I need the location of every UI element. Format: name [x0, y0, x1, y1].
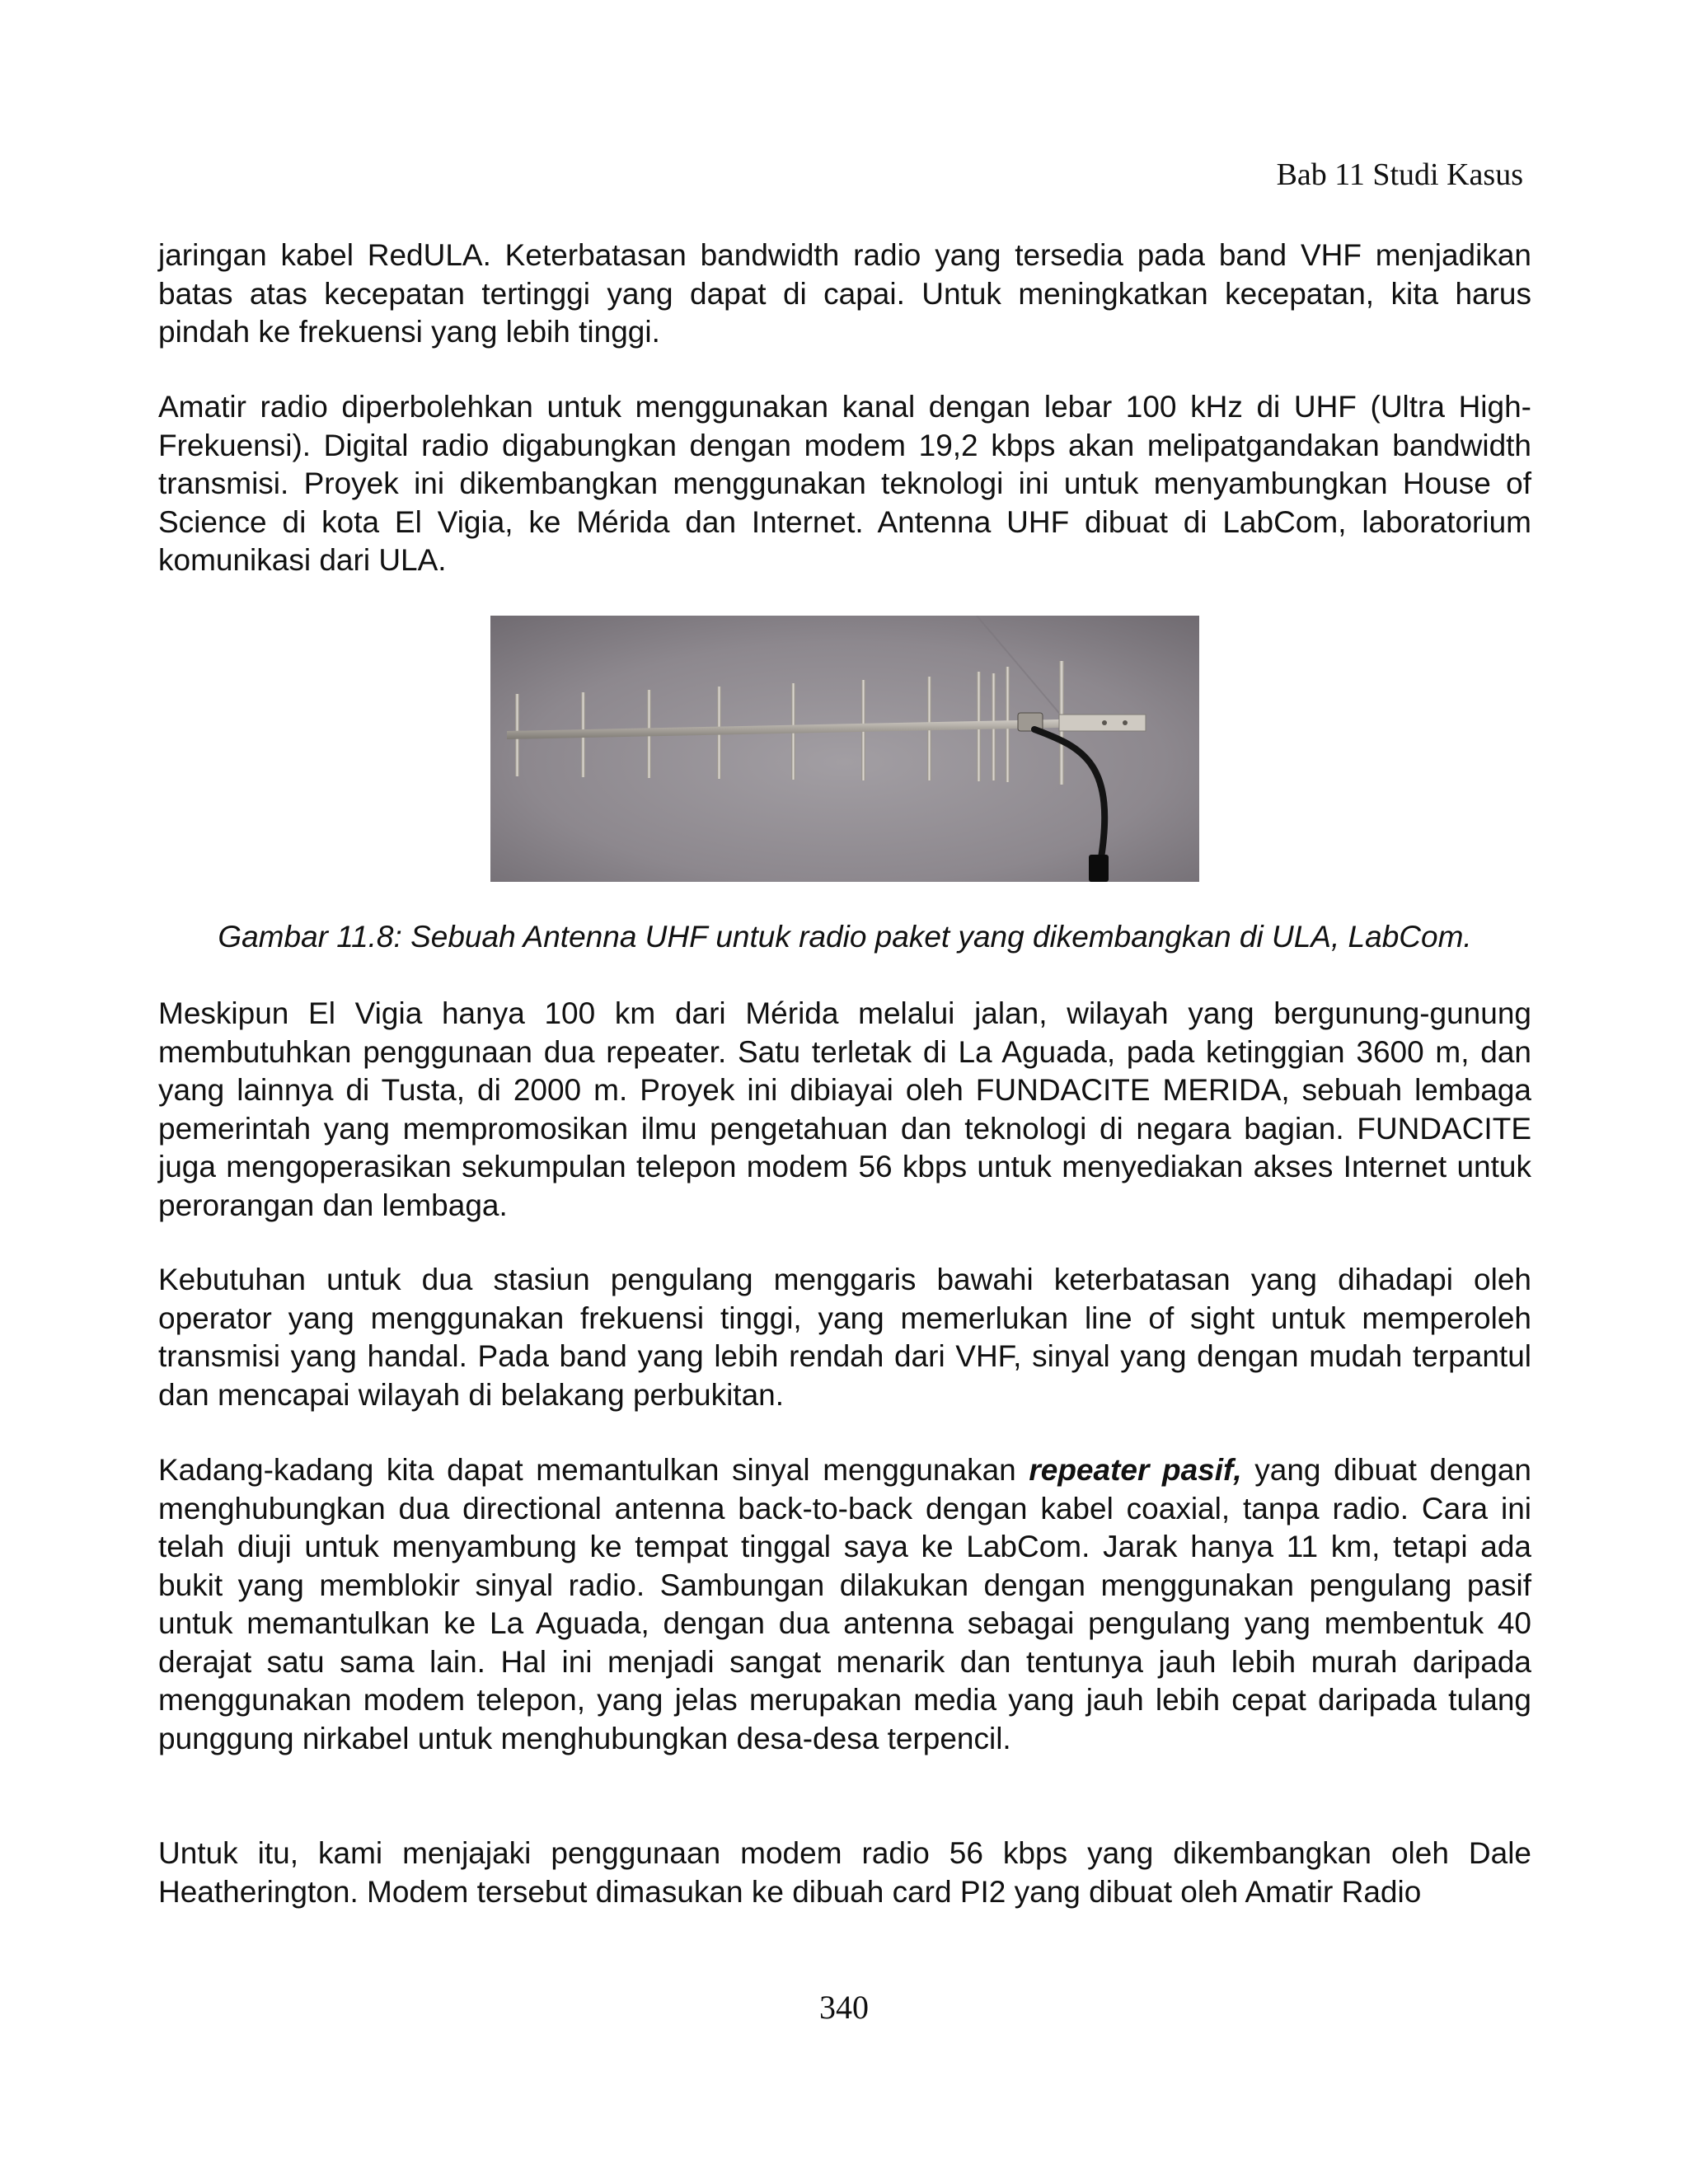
paragraph-4: Kebutuhan untuk dua stasiun pengulang menggaris bawahi keterbatasan yang dihadapi oleh operator yang menggunakan frekuensi tinggi, yang memerlukan line of sight untuk memperoleh transmisi yang handal. Pada band yang lebih rendah dari VHF, sinyal yang dengan mudah terpantul dan mencapai wilayah di belakang perbukitan.	[158, 1263, 1531, 1412]
paragraph-6: Untuk itu, kami menjajaki penggunaan modem radio 56 kbps yang dikembangkan oleh Dale Heatherington. Modem tersebut dimasukan ke dibuah card PI2 yang dibuat oleh Amatir Radio	[158, 1836, 1531, 1909]
paragraph-3: Meskipun El Vigia hanya 100 km dari Mérida melalui jalan, wilayah yang bergunung-gunung membutuhkan penggunaan dua repeater. Satu terletak di La Aguada, pada ketinggian 3600 m, dan yang lainnya di Tusta, di 2000 m. Proyek ini dibiayai oleh FUNDACITE MERIDA, sebuah lembaga pemerintah yang mempromosikan ilmu pengetahuan dan teknologi di negara bagian. FUNDACITE juga mengoperasikan sekumpulan telepon modem 56 kbps untuk menyediakan akses Internet untuk perorangan dan lembaga.	[158, 996, 1531, 1222]
antenna-photo	[490, 616, 1199, 882]
paragraph-5-rest: yang dibuat dengan menghubungkan dua directional antenna back-to-back dengan kabel coaxial, tanpa radio. Cara ini telah diuji untuk menyambung ke tempat tinggal saya ke LabCom. Jarak hanya 11 km, tetapi ada bukit yang memblokir sinyal radio. Sambungan dilakukan dengan menggunakan pengulang pasif untuk memantulkan ke La Aguada, dengan dua antenna sebagai pengulang yang membentuk 40 derajat satu sama lain. Hal ini menjadi sangat menarik dan tentunya jauh lebih murah daripada menggunakan modem telepon, yang jelas merupakan media yang jauh lebih cepat daripada tulang punggung nirkabel untuk menghubungkan desa-desa terpencil.	[158, 1453, 1531, 1755]
passive-repeater-term: repeater pasif,	[1029, 1453, 1242, 1487]
paragraph-5	[158, 1451, 1531, 1758]
uhf-yagi-antenna-illustration	[490, 616, 1199, 882]
figure-caption: Gambar 11.8: Sebuah Antenna UHF untuk radio paket yang dikembangkan di ULA, LabCom.	[218, 920, 1472, 954]
paragraph-5-lead: Kadang-kadang kita dapat memantulkan sinyal menggunakan	[158, 1453, 1029, 1487]
paragraph-2: Amatir radio diperbolehkan untuk menggunakan kanal dengan lebar 100 kHz di UHF (Ultra High-Frekuensi). Digital radio digabungkan dengan modem 19,2 kbps akan melipatgandakan bandwidth transmisi. Proyek ini dikembangkan menggunakan teknologi ini untuk menyambungkan House of Science di kota El Vigia, ke Mérida dan Internet. Antenna UHF dibuat di LabCom, laboratorium komunikasi dari ULA.	[158, 390, 1531, 577]
running-header: Bab 11 Studi Kasus	[1276, 157, 1523, 192]
page-number: 340	[819, 1989, 869, 2026]
paragraph-1: jaringan kabel RedULA. Keterbatasan bandwidth radio yang tersedia pada band VHF menjadikan batas atas kecepatan tertinggi yang dapat di capai. Untuk meningkatkan kecepatan, kita harus pindah ke frekuensi yang lebih tinggi.	[158, 238, 1531, 349]
